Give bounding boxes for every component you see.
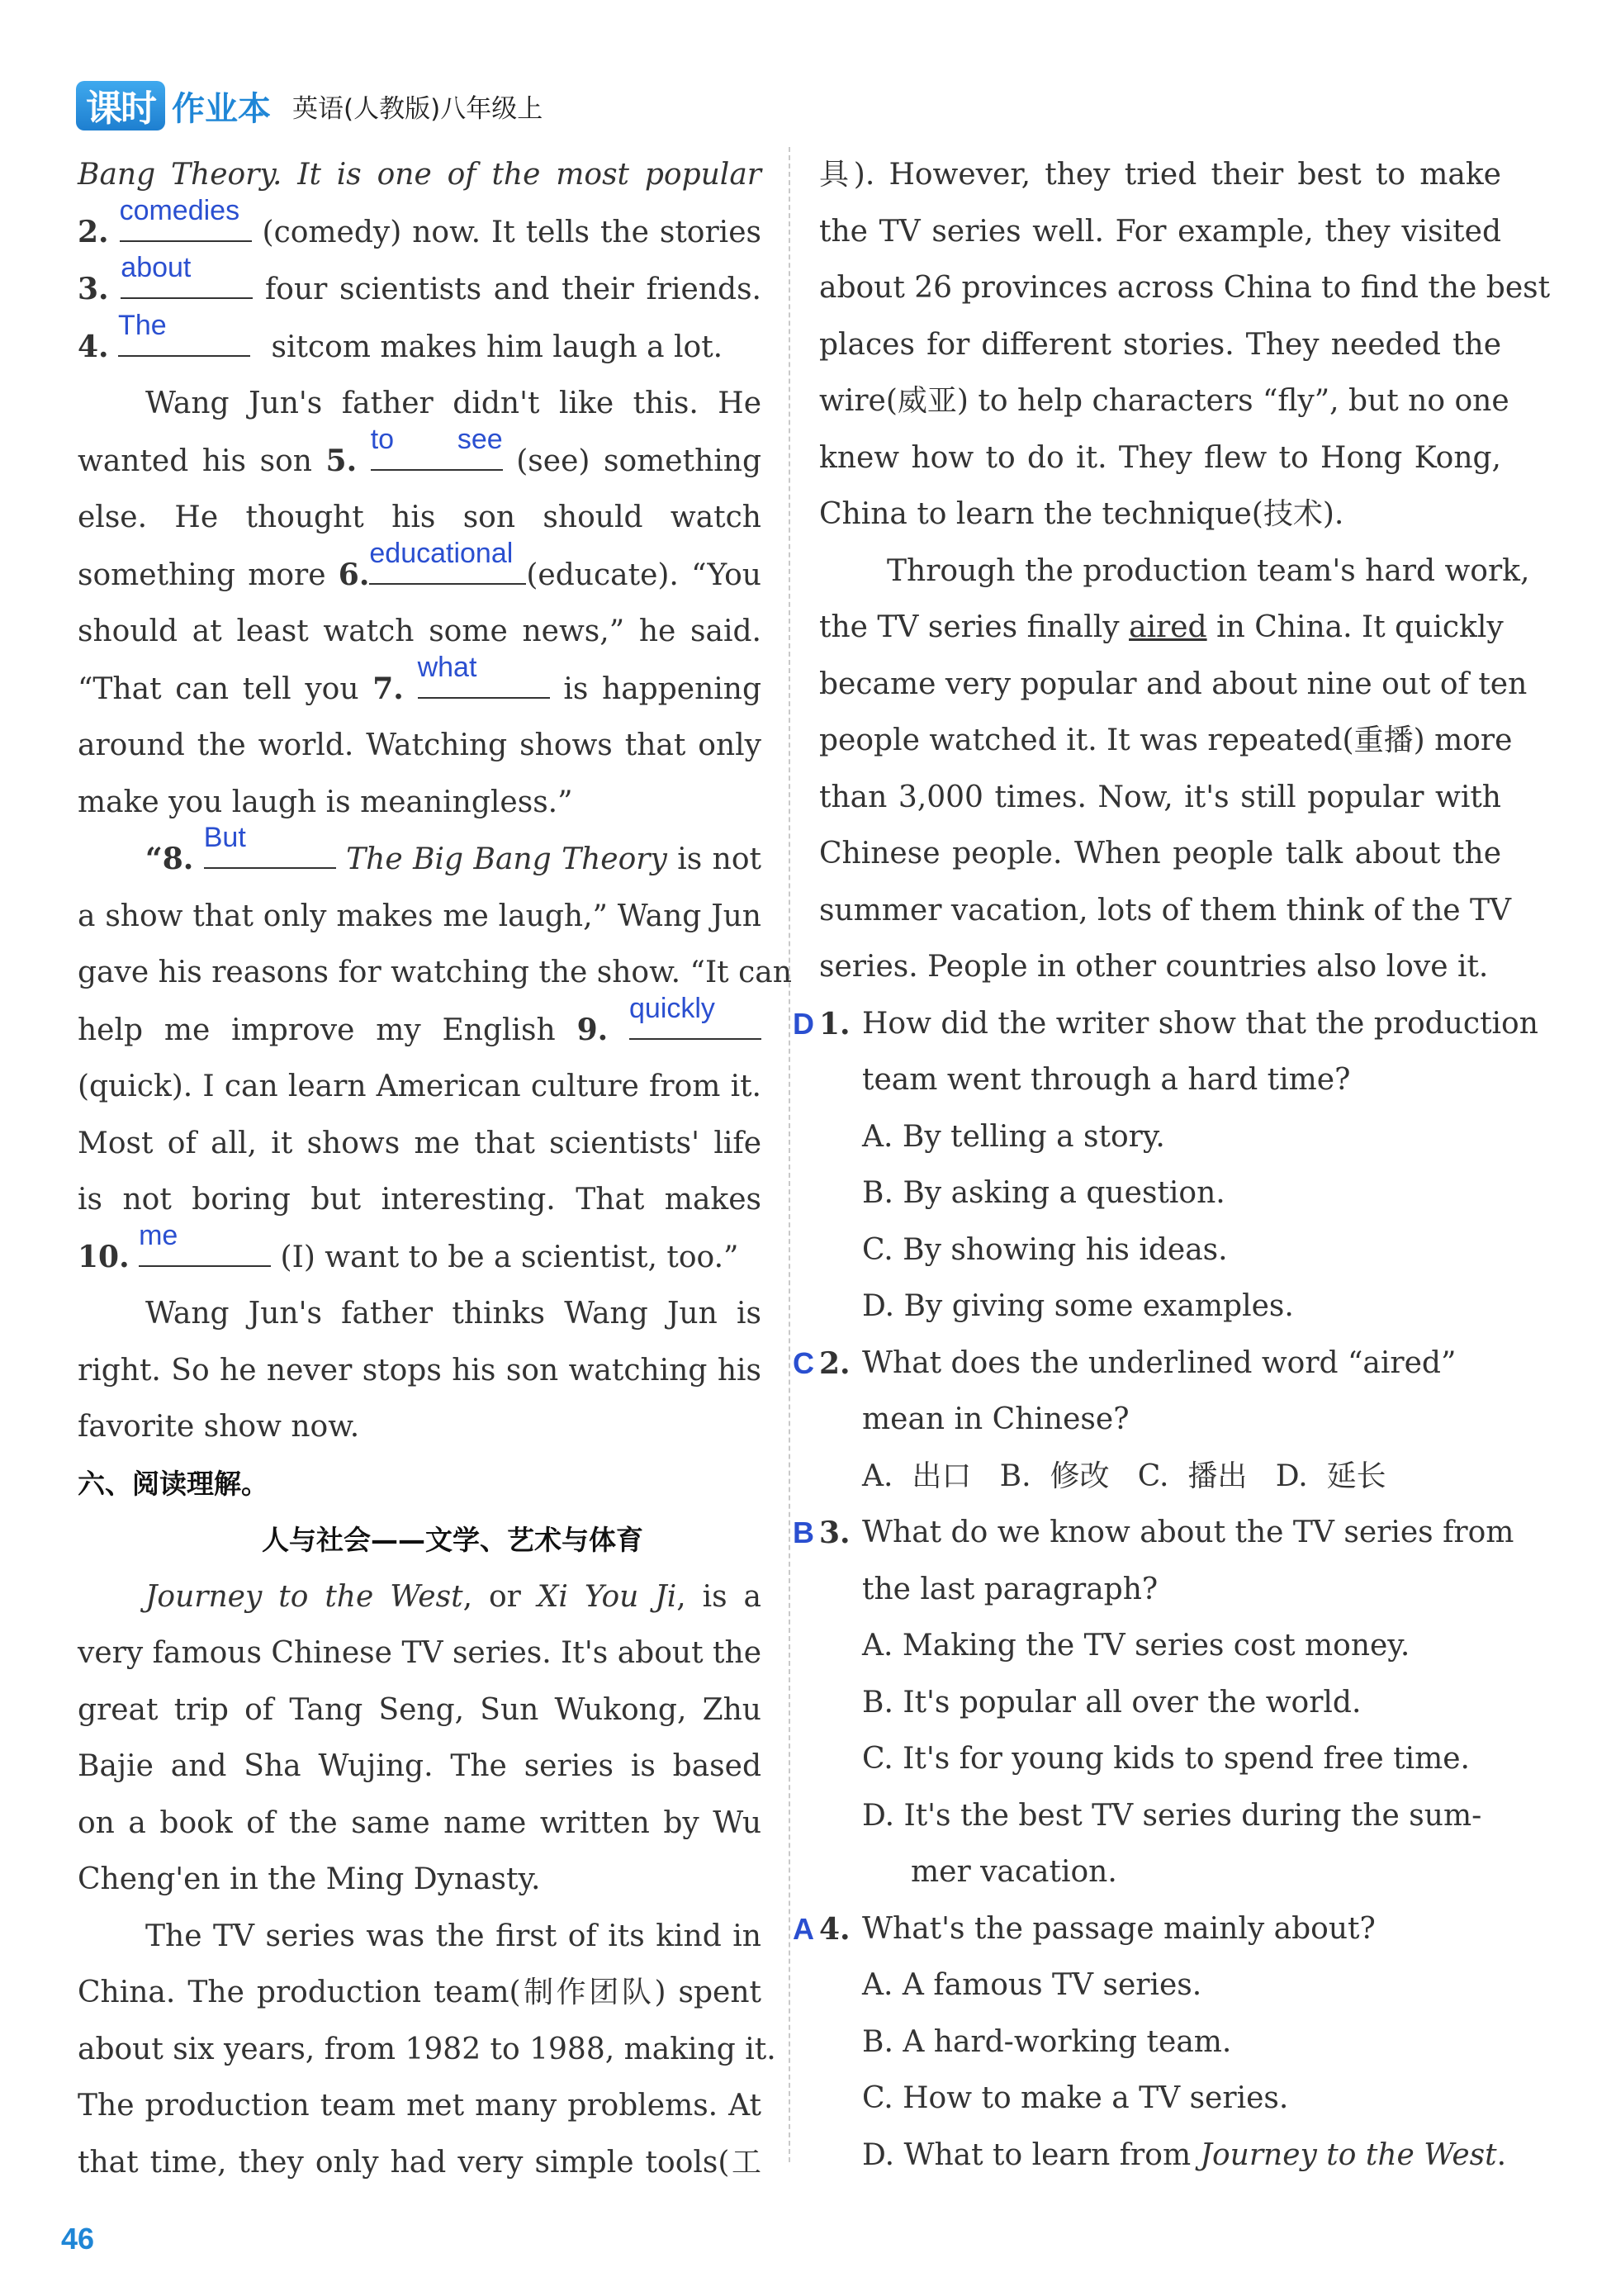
text-line: Chinese people. When people talk about the xyxy=(819,837,1501,870)
page-number: 46 xyxy=(61,2222,95,2256)
option: D. It's the best TV series during the sum- xyxy=(862,1798,1482,1833)
option: A. A famous TV series. xyxy=(862,1968,1202,2002)
answer-blank-5: to see xyxy=(371,433,503,471)
text-line: Bajie and Sha Wujing. The series is based xyxy=(78,1749,761,1783)
option: B. It's popular all over the world. xyxy=(862,1685,1362,1720)
text-line: is not boring but interesting. That makes xyxy=(78,1183,761,1217)
page-header xyxy=(76,81,543,130)
option: D. What to learn from Journey to the West. xyxy=(862,2137,1507,2172)
blank-line-9: help me improve my English 9. quickly xyxy=(78,1002,761,1060)
option: C. How to make a TV series. xyxy=(862,2081,1289,2115)
answer-blank-6: educational xyxy=(369,547,526,585)
right-column xyxy=(793,147,1551,2184)
answer-blank-2: comedies xyxy=(120,204,252,242)
text-line: became very popular and about nine out of ten xyxy=(819,667,1528,701)
answer-blank-9: quickly xyxy=(629,1002,761,1040)
answer-mark: A xyxy=(793,1911,814,1946)
text-line: on a book of the same name written by Wu xyxy=(78,1805,761,1840)
blank-line-6: something more 6. educational (educate). “You xyxy=(78,537,761,592)
question-2: C 2. What does the underlined word “aired” mean in Chinese? xyxy=(819,1335,1501,1449)
column-divider xyxy=(789,147,790,2162)
answer-blank-8: But xyxy=(204,831,336,869)
text-line: a show that only makes me laugh,” Wang Jun xyxy=(78,899,761,933)
option: C. It's for young kids to spend free time. xyxy=(862,1742,1470,1776)
text-line: favorite show now. xyxy=(78,1410,360,1444)
text-line: people watched it. It was repeated(重播) more xyxy=(819,723,1513,757)
text-line: very famous Chinese TV series. It's about the xyxy=(78,1636,761,1670)
option: B. A hard-working team. xyxy=(862,2024,1232,2059)
text-line: should at least watch some news,” he said. xyxy=(78,614,761,648)
blank-line-2: 2. comedies (comedy) now. It tells the stories xyxy=(78,194,761,249)
text-line: the TV series well. For example, they visited xyxy=(819,214,1501,249)
option: A. 出口 B. 修改 C. 播出 D. 延长 xyxy=(862,1459,1386,1493)
text-line: The TV series was the first of its kind in xyxy=(145,1919,761,1953)
text-line: Through the production team's hard work, xyxy=(887,553,1530,588)
subject-label: 英语(人教版)八年级上 xyxy=(292,93,543,124)
text-line: wire(威亚) to help characters “fly”, but no one xyxy=(819,384,1509,418)
blank-line-5: wanted his son 5. to see (see) something xyxy=(78,423,761,478)
question-3: B 3. What do we know about the TV series from the last paragraph? xyxy=(819,1505,1501,1618)
theme-heading: 人与社会——文学、艺术与体育 xyxy=(262,1524,643,1556)
blank-line-8: “8. But The Big Bang Theory is not xyxy=(145,822,761,876)
option: D. By giving some examples. xyxy=(862,1289,1294,1323)
brand-text: 课时 xyxy=(86,88,155,130)
text-line: The production team met many problems. At xyxy=(78,2089,761,2123)
text-line: places for different stories. They needed the xyxy=(819,327,1501,362)
text-line: than 3,000 times. Now, it's still popular with xyxy=(819,780,1501,814)
text-line: 具). However, they tried their best to make xyxy=(819,158,1501,192)
answer-mark: D xyxy=(793,1006,814,1041)
text-line: great trip of Tang Seng, Sun Wukong, Zhu xyxy=(78,1692,761,1727)
blank-line-4: 4. The sitcom makes him laugh a lot. xyxy=(78,309,723,364)
text-line: series. People in other countries also love it. xyxy=(819,950,1489,984)
text-line: Bang Theory. It is one of the most popular xyxy=(78,158,761,192)
text-line: Journey to the West, or Xi You Ji, is a xyxy=(145,1579,762,1614)
option: C. By showing his ideas. xyxy=(862,1232,1228,1267)
option-continued: mer vacation. xyxy=(911,1855,1117,1889)
blank-line-7: “That can tell you 7. what is happening xyxy=(78,651,761,706)
option: B. By asking a question. xyxy=(862,1176,1225,1210)
answer-mark: B xyxy=(793,1516,814,1549)
left-column xyxy=(78,147,792,2191)
text-line: China to learn the technique(技术). xyxy=(819,497,1344,531)
section-heading: 六、阅读理解。 xyxy=(78,1467,268,1500)
question-4: A 4. What's the passage mainly about? xyxy=(819,1901,1501,1958)
option: A. Making the TV series cost money. xyxy=(862,1629,1410,1663)
text-line: the TV series finally aired in China. It quickly xyxy=(819,610,1504,644)
answer-blank-3: about xyxy=(121,261,253,299)
text-line: make you laugh is meaningless.” xyxy=(78,785,573,819)
text-line: about 26 provinces across China to find the best xyxy=(819,271,1551,305)
question-1: D 1. How did the writer show that the production team went through a hard time? xyxy=(819,996,1501,1109)
text-line: Wang Jun's father thinks Wang Jun is xyxy=(145,1297,761,1331)
answer-blank-10: me xyxy=(139,1229,271,1267)
brand-subtitle: 作业本 xyxy=(172,89,271,128)
text-line: summer vacation, lots of them think of the TV xyxy=(819,893,1512,927)
text-line: that time, they only had very simple tools(工 xyxy=(78,2145,761,2180)
text-line: Cheng'en in the Ming Dynasty. xyxy=(78,1862,541,1896)
text-line: knew how to do it. They flew to Hong Kong, xyxy=(819,440,1501,475)
text-line: about six years, from 1982 to 1988, making it. xyxy=(78,2032,776,2066)
answer-blank-4: The xyxy=(118,319,250,357)
blank-line-10: 10. me (I) want to be a scientist, too.” xyxy=(78,1219,739,1274)
text-line: China. The production team(制作团队) spent xyxy=(78,1976,761,2009)
option: A. By telling a story. xyxy=(862,1119,1165,1154)
text-line: right. So he never stops his son watching his xyxy=(78,1353,761,1388)
text-line: gave his reasons for watching the show. “It can xyxy=(78,956,792,989)
brand-logo xyxy=(76,81,165,130)
text-line: around the world. Watching shows that only xyxy=(78,728,761,762)
answer-blank-7: what xyxy=(418,661,550,699)
text-line: Most of all, it shows me that scientists' life xyxy=(78,1126,761,1160)
underlined-word: aired xyxy=(1129,610,1207,644)
answer-mark: C xyxy=(793,1345,814,1380)
text-line: Wang Jun's father didn't like this. He xyxy=(145,387,761,420)
text-line: (quick). I can learn American culture from it. xyxy=(78,1070,761,1103)
text-line: else. He thought his son should watch xyxy=(78,500,761,534)
blank-line-3: 3. about four scientists and their friends. xyxy=(78,252,761,306)
